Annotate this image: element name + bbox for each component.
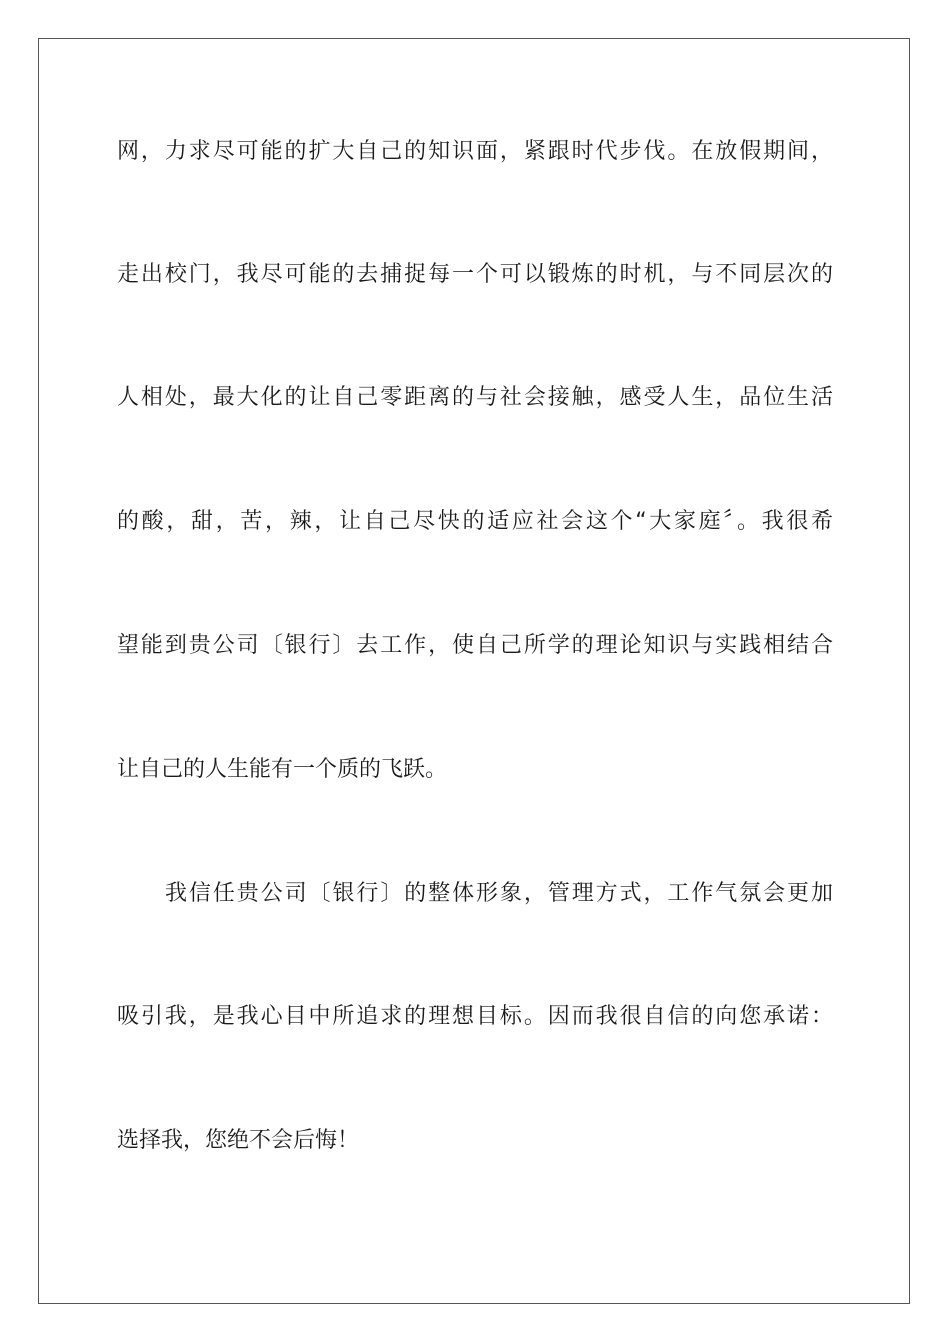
paragraph-line: 走出校门，我尽可能的去捕捉每一个可以锻炼的时机，与不同层次的 — [117, 262, 833, 287]
paragraph-line: 人相处，最大化的让自己零距离的与社会接触，感受人生，品位生活 — [117, 385, 833, 410]
paragraph-line: 网，力求尽可能的扩大自己的知识面，紧跟时代步伐。在放假期间， — [117, 139, 833, 164]
paragraph-line: 的酸，甜，苦，辣，让自己尽快的适应社会这个“大家庭〞。我很希 — [117, 509, 833, 534]
paragraph-line: 选择我，您绝不会后悔！ — [117, 1128, 360, 1153]
paragraph-line: 让自己的人生能有一个质的飞跃。 — [117, 757, 448, 782]
paragraph-line: 我信任贵公司〔银行〕的整体形象，管理方式，工作气氛会更加 — [165, 881, 833, 906]
paragraph-line: 吸引我，是我心目中所追求的理想目标。因而我很自信的向您承诺： — [117, 1004, 833, 1029]
page-border — [38, 38, 910, 1304]
paragraph-line: 望能到贵公司〔银行〕去工作，使自己所学的理论知识与实践相结合 — [117, 633, 833, 658]
